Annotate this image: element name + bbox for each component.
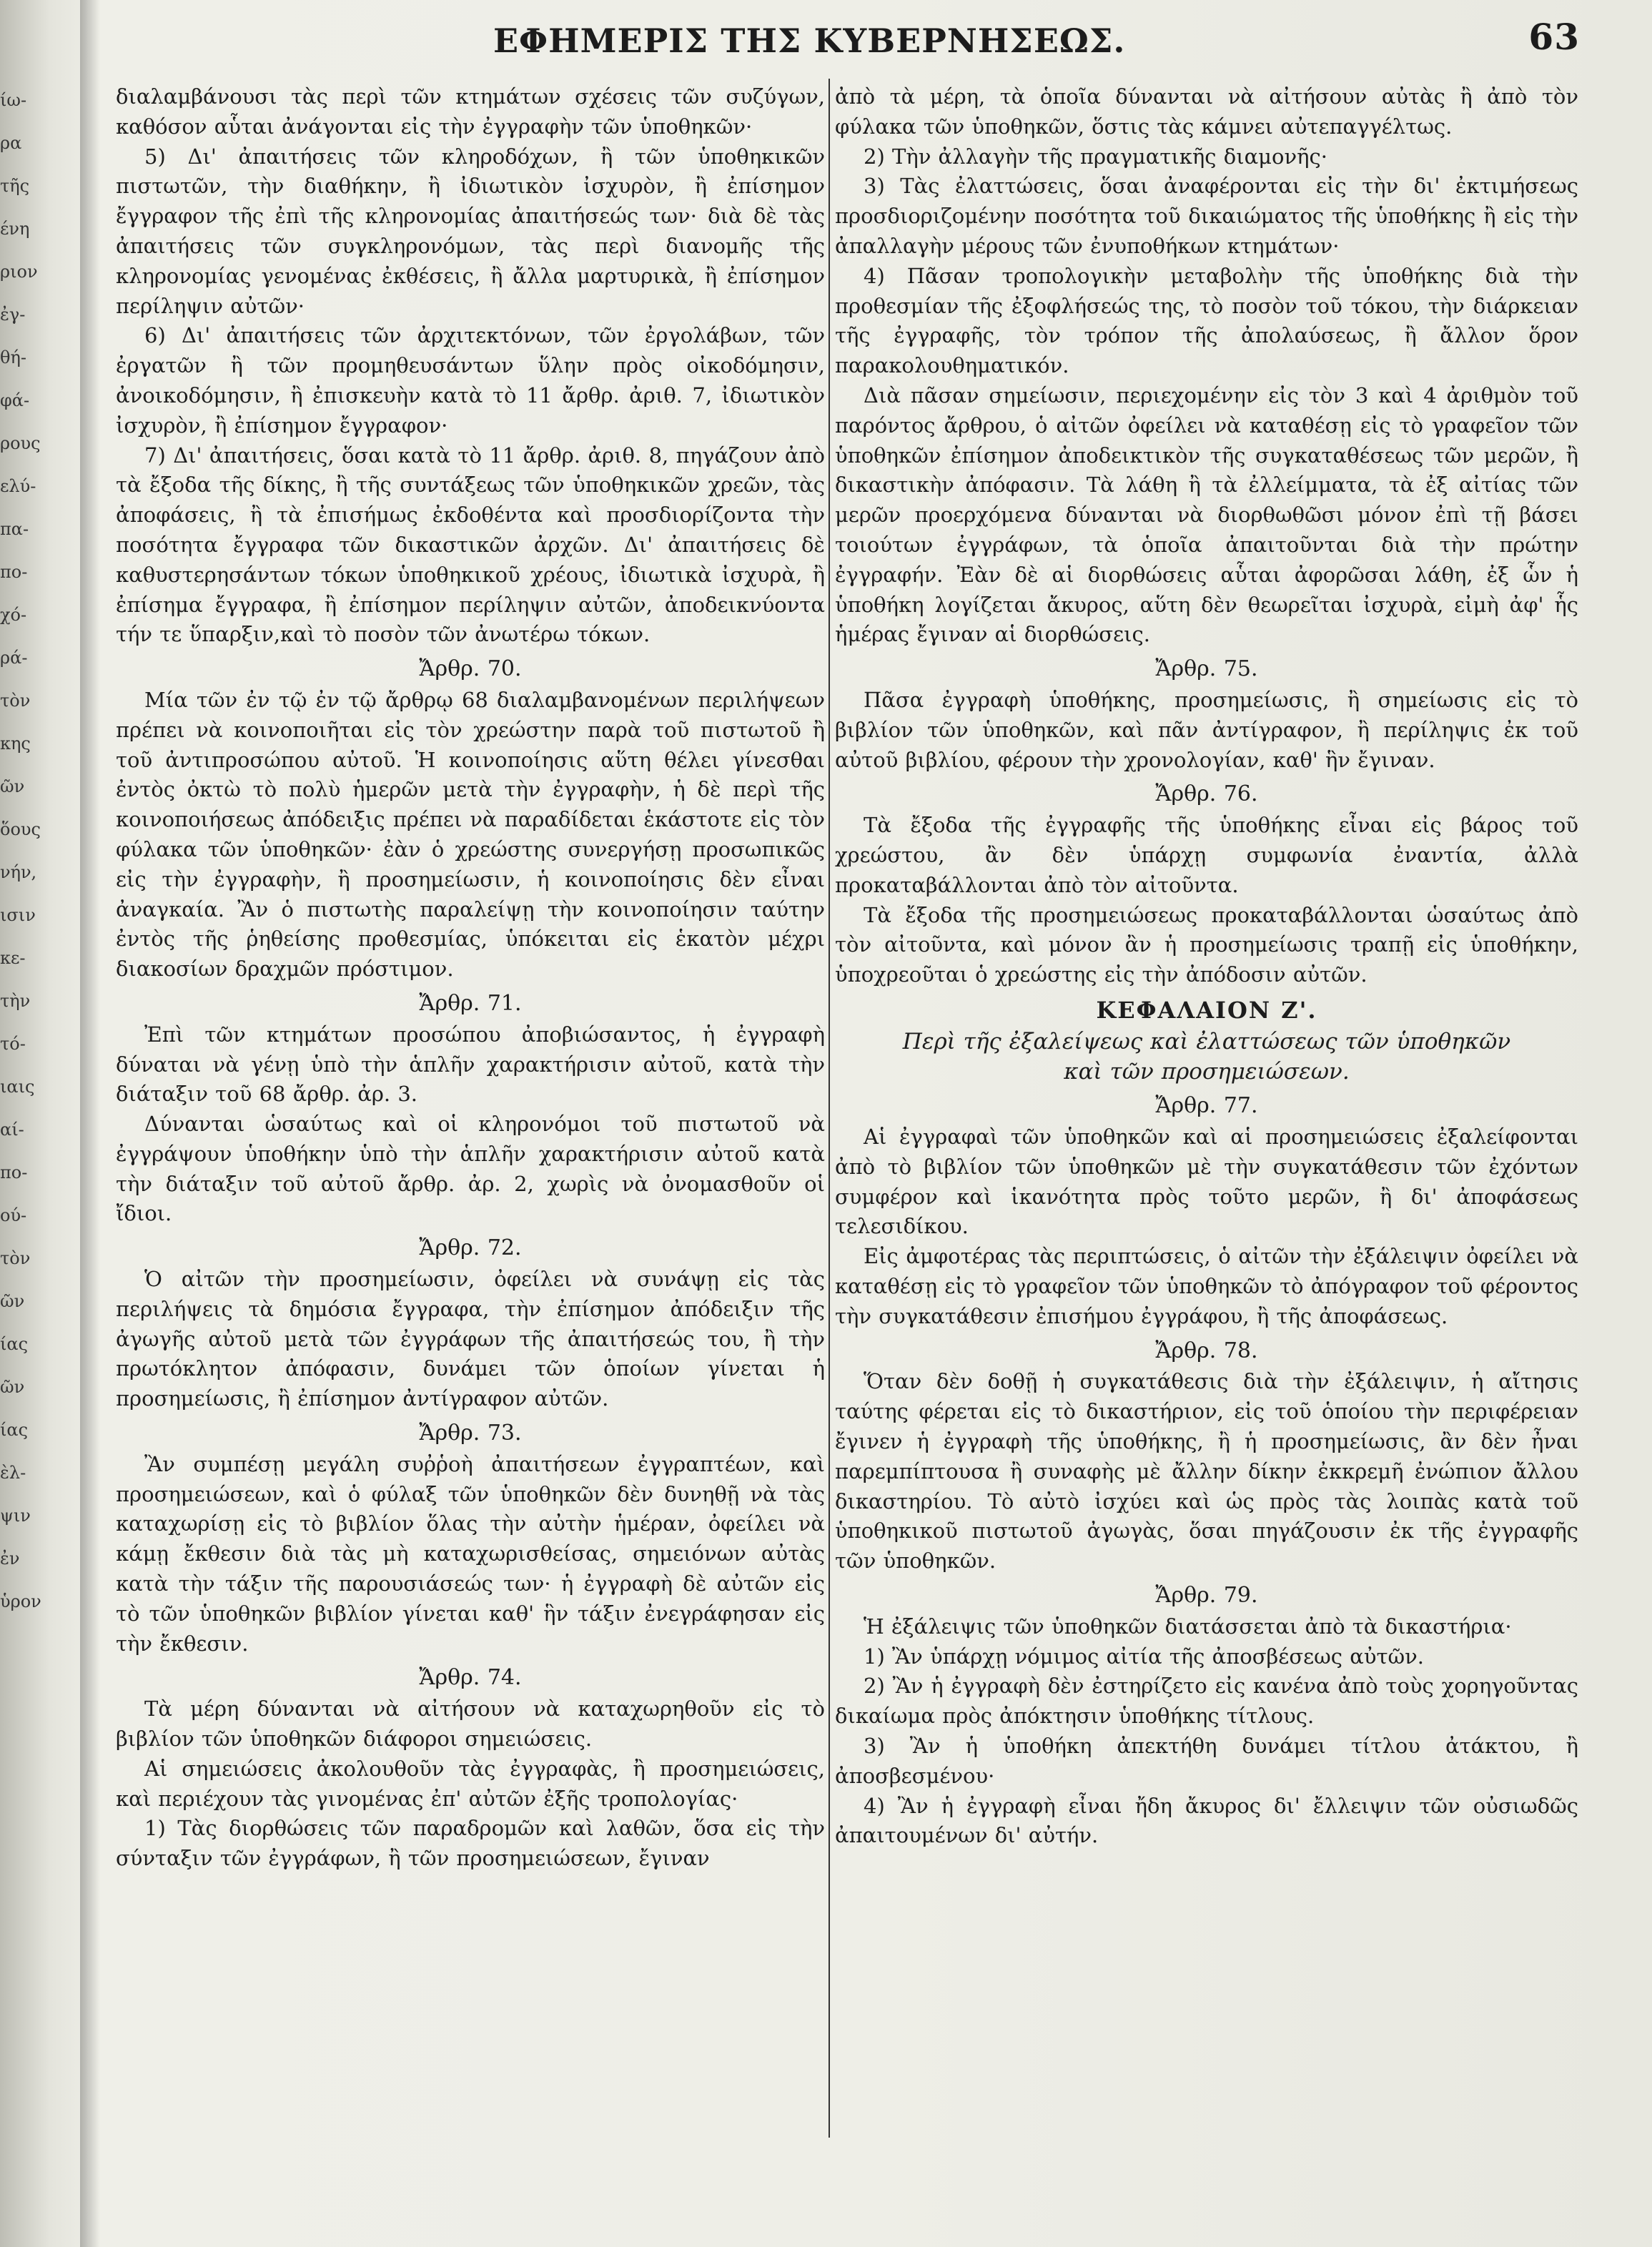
paragraph: 4) Ἂν ἡ ἐγγραφὴ εἶναι ἤδη ἄκυρος δι' ἔλλειψιν τῶν οὐσιωδῶς ἀπαιτουμένων δι' αὐτήν.: [835, 1793, 1578, 1848]
margin-fragment: ένη: [0, 219, 30, 239]
margin-fragment: ίας: [0, 1334, 29, 1354]
margin-fragment: θή-: [0, 347, 26, 367]
paragraph: Ὅταν δὲν δοθῇ ἡ συγκατάθεσις διὰ τὴν ἐξάλειψιν, ἡ αἴτησις ταύτης φέρεται εἰς τὸ δικαστήριον, εἰς τοῦ ὁποίου τὴν περιφέρειαν ἔγινεν ἡ ἐγγραφὴ τῆς ὑποθήκης, ἢ ἡ προσημείωσις, ἂν δὲν ἦναι παρεμπίπτουσα ἢ συναφὴς μὲ ἄλλην δίκην ἐκκρεμῆ ἐνώπιον ἄλλου δικαστηρίου. Τὸ αὐτὸ ἰσχύει καὶ ὡς πρὸς τὰς λοιπὰς κατὰ τοῦ ὑποθηκικοῦ πιστωτοῦ ἀγωγὰς, ὅσαι πηγάζουσιν ἐκ τῆς ἐγγραφῆς τῶν ὑποθηκῶν.: [835, 1369, 1578, 1574]
article-heading: Ἄρθρ. 78.: [1155, 1338, 1258, 1363]
paragraph: 2) Ἂν ἡ ἐγγραφὴ δὲν ἐστηρίζετο εἰς κανένα ἀπὸ τοὺς χορηγοῦντας δικαίωμα πρὸς ἀπόκτησιν ὑποθήκης τίτλους.: [835, 1674, 1578, 1729]
paragraph: ἀπὸ τὰ μέρη, τὰ ὁποῖα δύνανται νὰ αἰτήσουν αὐτὰς ἢ ἀπὸ τὸν φύλακα τῶν ὑποθηκῶν, ὅστις τὰς κάμνει αὐτεπαγγέλτως.: [835, 84, 1578, 139]
paragraph: Εἰς ἀμφοτέρας τὰς περιπτώσεις, ὁ αἰτῶν τὴν ἐξάλειψιν ὀφείλει νὰ καταθέσῃ εἰς τὸ γραφεῖον τῶν ὑποθηκῶν τὸ ἀπόγραφον τοῦ φέροντος τὴν συγκατάθεσιν ἐπισήμου ἐγγράφου, ἢ τῆς ἀποφάσεως.: [835, 1244, 1578, 1328]
margin-fragment: ίας: [0, 1420, 29, 1440]
paragraph: Διὰ πᾶσαν σημείωσιν, περιεχομένην εἰς τὸν 3 καὶ 4 ἀριθμὸν τοῦ παρόντος ἄρθρου, ὁ αἰτῶν ὀφείλει νὰ καταθέσῃ εἰς τὸ γραφεῖον τῶν ὑποθηκῶν ἐπίσημον ἀποδεικτικὸν τῆς συγκαταθέσεως τῶν μερῶν, ἢ δικαστικὴν ἀπόφασιν. Τὰ λάθη ἢ τὰ ἐλλείμματα, τὰ ἐξ αἰτίας τῶν μερῶν προερχόμενα δύνανται νὰ διορθωθῶσι μόνον ἐπὶ τῇ βάσει τοιούτων ἐγγράφων, τὰ ὁποῖα ἀπαιτοῦνται διὰ τὴν πρώτην ἐγγραφήν. Ἐὰν δὲ αἱ διορθώσεις αὗται ἀφορῶσαι λάθη, ἐξ ὧν ἡ ὑποθήκη λογίζεται ἄκυρος, αὕτη δὲν θεωρεῖται ἰσχυρὰ, εἰμὴ ἀφ' ἧς ἡμέρας ἔγιναν αἱ διορθώσεις.: [835, 382, 1578, 647]
paragraph: 3) Ἂν ἡ ὑποθήκη ἀπεκτήθη δυνάμει τίτλου ἀτάκτου, ἢ ἀποσβεσμένου·: [835, 1734, 1578, 1788]
margin-fragment: ὲλ-: [0, 1463, 26, 1483]
margin-fragment: ῶν: [0, 1377, 25, 1397]
article-heading: Ἄρθρ. 70.: [419, 656, 522, 682]
paragraph: διαλαμβάνουσι τὰς περὶ τῶν κτημάτων σχέσεις τῶν συζύγων, καθόσον αὗται ἀνάγονται εἰς τὴν ἐγγραφὴν τῶν ὑποθηκῶν·: [116, 84, 825, 139]
paragraph: Τὰ μέρη δύνανται νὰ αἰτήσουν νὰ καταχωρηθοῦν εἰς τὸ βιβλίον τῶν ὑποθηκῶν διάφοροι σημειώσεις.: [116, 1697, 825, 1752]
paragraph: Ἂν συμπέσῃ μεγάλη συῤῥοὴ ἀπαιτήσεων ἐγγραπτέων, καὶ προσημειώσεων, καὶ ὁ φύλαξ τῶν ὑποθηκῶν δὲν δυνηθῇ νὰ τὰς καταχωρίσῃ εἰς τὸ βιβλίον ὅλας τὴν αὐτὴν ἡμέραν, ὀφείλει νὰ κάμῃ ἔκθεσιν διὰ τὰς μὴ καταχωρισθείσας, σημειόνων αὐτὰς κατὰ τὴν τάξιν τῆς παρουσιάσεώς των· ἡ ἐγγραφὴ δὲ αὐτῶν εἰς τὸ τῶν ὑποθηκῶν βιβλίον γίνεται καθ' ἣν τάξιν ἐνεγράφησαν εἰς τὴν ἔκθεσιν.: [116, 1451, 825, 1656]
paragraph: Ἡ ἐξάλειψις τῶν ὑποθηκῶν διατάσσεται ἀπὸ τὰ δικαστήρια·: [864, 1614, 1512, 1639]
margin-fragment: ιαις: [0, 1077, 35, 1097]
paragraph: Τὰ ἔξοδα τῆς προσημειώσεως προκαταβάλλονται ὡσαύτως ἀπὸ τὸν αἰτοῦντα, καὶ μόνον ἂν ἡ προσημείωσις τραπῇ εἰς ὑποθήκην, ὑποχρεοῦται ὁ χρεώστης εἰς τὴν ἀπόδοσιν αὐτῶν.: [835, 902, 1578, 987]
left-column: [116, 82, 825, 1874]
paragraph: 1) Ἂν ὑπάρχῃ νόμιμος αἰτία τῆς ἀποσβέσεως αὐτῶν.: [864, 1644, 1424, 1669]
page-header: [493, 16, 1580, 66]
margin-fragment: ισιν: [0, 905, 36, 925]
right-column: [835, 82, 1578, 1851]
article-heading: Ἄρθρ. 75.: [1155, 656, 1258, 682]
margin-fragment: ρα: [0, 133, 22, 153]
paragraph: 7) Δι' ἀπαιτήσεις, ὅσαι κατὰ τὸ 11 ἄρθρ. ἀριθ. 8, πηγάζουν ἀπὸ τὰ ἔξοδα τῆς δίκης, ἢ τῆς συντάξεως τῶν ὑποθηκικῶν χρεῶν, τὰς ἀποφάσεις, ἢ τὰ ἐπισήμως ἐκδοθέντα καὶ προσδιορίζοντα τὴν ποσότητα ἔγγραφα τῶν δικαστικῶν ἀρχῶν. Δι' ἀπαιτήσεις δὲ καθυστερησάντων τόκων ὑποθηκικοῦ χρέους, ἰδιωτικὰ ἰσχυρὰ, ἢ ἐπίσημα ἔγγραφα, ἢ ἐπίσημον περίληψιν αὐτῶν, ἀποδεικνύοντα τήν τε ὕπαρξιν,καὶ τὸ ποσὸν τῶν ἀνωτέρω τόκων.: [116, 443, 825, 647]
paragraph: 5) Δι' ἀπαιτήσεις τῶν κληροδόχων, ἢ τῶν ὑποθηκικῶν πιστωτῶν, τὴν διαθήκην, ἢ ἰδιωτικὸν ἰσχυρὸν, ἢ ἐπίσημον ἔγγραφον τῆς ἐπὶ τῆς κληρονομίας ἀπαιτήσεώς των· διὰ δὲ τὰς ἀπαιτήσεις τῶν συγκληρονόμων, τὰς περὶ διανομῆς τῆς κληρονομίας γενομένας ἐκθέσεις, ἢ ἄλλα μαρτυρικὰ, ἢ ἐπίσημον περίληψιν αὐτῶν·: [116, 144, 825, 318]
margin-fragment: πο-: [0, 562, 28, 582]
margin-fragment: τῆς: [0, 176, 30, 196]
article-heading: Ἄρθρ. 72.: [419, 1235, 522, 1261]
paragraph: Πᾶσα ἐγγραφὴ ὑποθήκης, προσημείωσις, ἢ σημείωσις εἰς τὸ βιβλίον τῶν ὑποθηκῶν, καὶ πᾶν ἀντίγραφον, ἢ περίληψις ἐκ τοῦ αὐτοῦ βιβλίου, φέρουν τὴν χρονολογίαν, καθ' ἣν ἔγιναν.: [835, 687, 1578, 772]
article-heading: Ἄρθρ. 77.: [1155, 1093, 1258, 1119]
margin-fragment: νήν,: [0, 862, 37, 882]
margin-fragment: ἐγ-: [0, 305, 26, 325]
paragraph: Αἱ σημειώσεις ἀκολουθοῦν τὰς ἐγγραφὰς, ἢ προσημειώσεις, καὶ περιέχουν τὰς γινομένας ἐπ' αὐτῶν ἐξῆς τροπολογίας·: [116, 1756, 825, 1811]
margin-fragment: ρους: [0, 433, 41, 453]
chapter-heading: ΚΕΦΑΛΑΙΟΝ Ζ'.: [1096, 996, 1317, 1024]
page-number: 63: [1528, 16, 1580, 58]
chapter-subtitle: Περὶ τῆς ἐξαλείψεως καὶ ἐλαττώσεως τῶν ὑποθηκῶν: [902, 1028, 1511, 1055]
newspaper-title: ΕΦΗΜΕΡΙΣ ΤΗΣ ΚΥΒΕΡΝΗΣΕΩΣ.: [493, 21, 1126, 60]
margin-fragment: φά-: [0, 390, 30, 410]
margin-fragment: ἐν: [0, 1549, 20, 1569]
paragraph: 2) Τὴν ἀλλαγὴν τῆς πραγματικῆς διαμονῆς·: [864, 144, 1327, 169]
paragraph: 1) Τὰς διορθώσεις τῶν παραδρομῶν καὶ λαθῶν, ὅσα εἰς τὴν σύνταξιν τῶν ἐγγράφων, ἢ τῶν προσημειώσεων, ἔγιναν: [116, 1816, 825, 1871]
paragraph: 4) Πᾶσαν τροπολογικὴν μεταβολὴν τῆς ὑποθήκης διὰ τὴν προθεσμίαν τῆς ἐξοφλήσεώς της, τὸ ποσὸν τοῦ τόκου, τὴν διάρκειαν τῆς ἐγγραφῆς, τὸν τρόπον τῆς ἀπολαύσεως, ἢ ἄλλον ὅρον παρακολουθηματικόν.: [835, 263, 1578, 378]
paragraph: Αἱ ἐγγραφαὶ τῶν ὑποθηκῶν καὶ αἱ προσημειώσεις ἐξαλείφονται ἀπὸ τὸ βιβλίον τῶν ὑποθηκῶν μὲ τὴν συγκατάθεσιν τῶν ἐχόντων συμφέρον καὶ ἱκανότητα πρὸς τοῦτο μερῶν, ἢ δι' ἀποφάσεως τελεσιδίκου.: [835, 1125, 1578, 1239]
paragraph: 6) Δι' ἀπαιτήσεις τῶν ἀρχιτεκτόνων, τῶν ἐργολάβων, τῶν ἐργατῶν ἢ τῶν προμηθευσάντων ὕλην πρὸς οἰκοδόμησιν, ἀνοικοδόμησιν, ἢ ἐπισκευὴν κατὰ τὸ 11 ἄρθρ. ἀριθ. 7, ἰδιωτικὸν ἰσχυρὸν, ἢ ἐπίσημον ἔγγραφον·: [116, 323, 825, 438]
margin-fragment: ῶν: [0, 1291, 25, 1311]
margin-fragment: τό-: [0, 1034, 26, 1054]
article-heading: Ἄρθρ. 73.: [419, 1421, 522, 1446]
paragraph: 3) Τὰς ἐλαττώσεις, ὅσαι ἀναφέρονται εἰς τὴν δι' ἐκτιμήσεως προσδιοριζομένην ποσότητα τοῦ δικαιώματος τῆς ὑποθήκης ἢ εἰς τὴν ἀπαλλαγὴν μέρους τῶν ἐνυποθήκων κτημάτων·: [835, 174, 1578, 258]
margin-fragment: πα-: [0, 519, 29, 539]
margin-fragment: χό-: [0, 605, 27, 625]
margin-fragment: ελύ-: [0, 476, 36, 496]
paragraph: Δύνανται ὡσαύτως καὶ οἱ κληρονόμοι τοῦ πιστωτοῦ νὰ ἐγγράψουν ὑποθήκην ὑπὸ τὴν ἁπλῆν χαρακτήρισιν αὐτοῦ κατὰ τὴν διάταξιν τοῦ αὐτοῦ ἄρθρ. ἀρ. 2, χωρὶς νὰ ὀνομασθοῦν οἱ ἴδιοι.: [116, 1112, 825, 1226]
margin-fragment: ὑρον: [0, 1591, 41, 1611]
margin-fragment: ριον: [0, 262, 38, 282]
column-divider: [829, 79, 830, 2138]
article-heading: Ἄρθρ. 74.: [419, 1665, 522, 1691]
article-heading: Ἄρθρ. 79.: [1155, 1583, 1258, 1609]
margin-fragment: πο-: [0, 1162, 28, 1182]
paragraph: Ὁ αἰτῶν τὴν προσημείωσιν, ὀφείλει νὰ συνάψῃ εἰς τὰς περιλήψεις τὰ δημόσια ἔγγραφα, τὴν ἐπίσημον ἀπόδειξιν τῆς ἀγωγῆς αὐτοῦ μετὰ τῶν ἐγγράφων τῆς ἀπαιτήσεώς του, ἢ τὴν πρωτόκλητον ἀπόφασιν, δυνάμει τῶν ὁποίων γίνεται ἡ προσημείωσις, ἢ ἐπίσημον ἀντίγραφον αὐτῶν.: [116, 1267, 825, 1411]
margin-fragment: ὅους: [0, 819, 41, 839]
margin-fragment: ίω-: [0, 90, 27, 110]
margin-fragment: τὴν: [0, 991, 31, 1011]
paragraph: Τὰ ἔξοδα τῆς ἐγγραφῆς τῆς ὑποθήκης εἶναι εἰς βάρος τοῦ χρεώστου, ἂν δὲν ὑπάρχῃ συμφωνία ἐναντία, ἀλλὰ προκαταβάλλονται ἀπὸ τὸν αἰτοῦντα.: [835, 813, 1578, 897]
chapter-subtitle: καὶ τῶν προσημειώσεων.: [1064, 1058, 1350, 1085]
previous-page-margin: [0, 79, 84, 2223]
margin-fragment: αί-: [0, 1120, 24, 1140]
margin-fragment: τὸν: [0, 691, 31, 711]
margin-fragment: κης: [0, 734, 31, 754]
margin-fragment: ρά-: [0, 648, 28, 668]
margin-fragment: ού-: [0, 1205, 27, 1225]
margin-fragment: ψιν: [0, 1506, 31, 1526]
margin-fragment: ῶν: [0, 776, 25, 796]
margin-fragment: κε-: [0, 948, 26, 968]
paragraph: Μία τῶν ἐν τῷ ἐν τῷ ἄρθρῳ 68 διαλαμβανομένων περιλήψεων πρέπει νὰ κοινοποιῆται εἰς τὸν χρεώστην παρὰ τοῦ πιστωτοῦ ἢ τοῦ ἀντιπροσώπου αὐτοῦ. Ἡ κοινοποίησις αὕτη θέλει γίνεσθαι ἐντὸς ὀκτὼ τὸ πολὺ ἡμερῶν μετὰ τὴν ἐγγραφὴν, ἡ δὲ περὶ τῆς κοινοποιήσεως ἀπόδειξις πρέπει νὰ παραδίδεται ἑκάστοτε εἰς τὸν φύλακα τῶν ὑποθηκῶν· ἐὰν ὁ χρεώστης συνεργήσῃ προσωπικῶς εἰς τὴν ἐγγραφὴν, ἢ προσημείωσιν, ἡ κοινοποίησις δὲν εἶναι ἀναγκαία. Ἂν ὁ πιστωτὴς παραλείψῃ τὴν κοινοποίησιν ταύτην ἐντὸς τῆς ῥηθείσης προθεσμίας, ὑπόκειται εἰς ἑκατὸν μέχρι διακοσίων δραχμῶν πρόστιμον.: [116, 687, 825, 982]
article-heading: Ἄρθρ. 76.: [1155, 781, 1258, 807]
paragraph: Ἐπὶ τῶν κτημάτων προσώπου ἀποβιώσαντος, ἡ ἐγγραφὴ δύναται νὰ γένῃ ὑπὸ τὴν ἁπλῆν χαρακτήρισιν αὐτοῦ, κατὰ τὴν διάταξιν τοῦ 68 ἄρθρ. ἀρ. 3.: [116, 1022, 825, 1107]
article-heading: Ἄρθρ. 71.: [419, 990, 522, 1016]
margin-fragment: τὸν: [0, 1248, 31, 1268]
